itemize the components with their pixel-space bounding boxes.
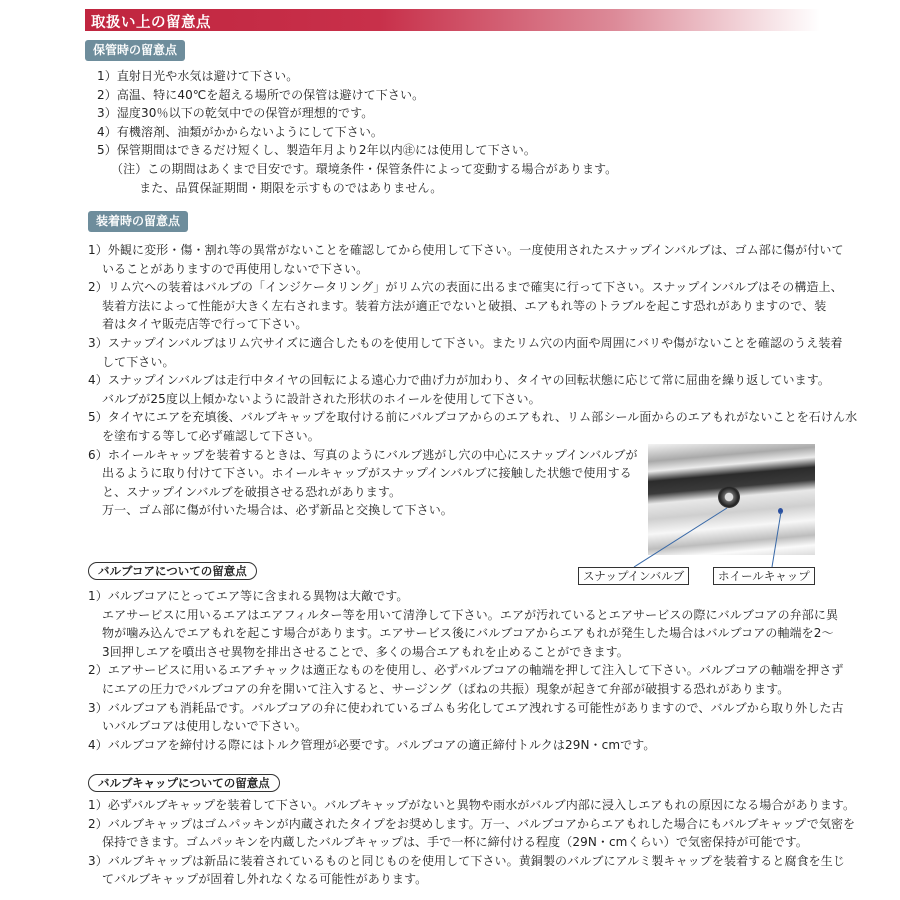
note-line-continuation: 3回押しエアを噴出させ異物を排出させることで、多くの場合エアもれを止めることができます。: [102, 644, 629, 659]
valve-core-notes: [88, 587, 844, 754]
note-item: 2）リム穴への装着はバルブの「インジケータリング」がリム穴の表面に出るまで確実に行って下さい。スナップインバルブはその構造上、: [88, 280, 843, 295]
valve-leader-line: [634, 508, 727, 567]
note-line-continuation: 万一、ゴム部に傷が付いた場合は、必ず新品と交換して下さい。: [102, 503, 453, 518]
note-line-continuation: 保持できます。ゴムパッキンを内蔵したバルブキャップは、手で一杯に締付ける程度（29N・cmくらい）で気密保持が可能です。: [102, 835, 809, 850]
storage-heading: 保管時の留意点: [85, 40, 185, 61]
note-item: 3）バルブキャップは新品に装着されているものと同じものを使用して下さい。黄銅製のバルブにアルミ製キャップを装着すると腐食を生じ: [88, 853, 845, 868]
wheel-cap-label: ホイールキャップ: [713, 567, 815, 585]
wheel-cap-leader-line: [772, 512, 781, 567]
note-item: 5）タイヤにエアを充填後、バルブキャップを取付ける前にバルブコアからのエアもれ、リム部シール面からのエアもれがないことを石けん水: [88, 410, 858, 425]
note-line-continuation: を塗布する等して必ず確認して下さい。: [102, 428, 320, 443]
note-line-continuation: にエアの圧力でバルブコアの弁を開いて注入すると、サージング（ばねの共振）現象が起きて弁部が破損する恐れがあります。: [102, 681, 790, 696]
note-line-continuation: （注）この期間はあくまで目安です。環境条件・保管条件によって変動する場合があります。: [111, 161, 618, 176]
note-item: 1）バルブコアにとってエア等に含まれる異物は大敵です。: [88, 589, 409, 603]
valve-cap-notes: [88, 796, 856, 889]
valve-core-heading: バルブコアについての留意点: [88, 562, 257, 580]
note-item: 4）有機溶剤、油類がかからないようにして下さい。: [97, 124, 384, 139]
note-item: 6）ホイールキャップを装着するときは、写真のようにバルブ逃がし穴の中心にスナップインバルブが: [88, 447, 638, 462]
note-item: 1）必ずバルブキャップを装着して下さい。バルブキャップがないと異物や雨水がバルブ内部に浸入しエアもれの原因になる場合があります。: [88, 798, 856, 812]
mounting-heading: 装着時の留意点: [88, 211, 188, 232]
note-item: 4）バルブコアを締付ける際にはトルク管理が必要です。バルブコアの適正締付トルクは29N・cmです。: [88, 737, 656, 752]
valve-cap-heading: バルブキャップについての留意点: [88, 774, 280, 792]
note-line-continuation: 物が噛み込んでエアもれを起こす場合があります。エアサービス後にバルブコアからエアもれが発生した場合はバルブコアの軸端を2～: [102, 626, 834, 641]
note-line-continuation: 装着方法によって性能が大きく左右されます。装着方法が適正でないと破損、エアもれ等のトラブルを起こす恐れがありますので、装: [102, 298, 827, 313]
note-line-continuation: いることがありますので再使用しないで下さい。: [102, 261, 369, 276]
note-line-continuation: てバルブキャップが固着し外れなくなる可能性があります。: [102, 872, 428, 887]
note-line-continuation: 出るように取り付けて下さい。ホイールキャップがスナップインバルブに接触した状態で使用する: [102, 466, 632, 481]
note-item: 1）直射日光や水気は避けて下さい。: [97, 69, 299, 83]
note-item: 2）エアサービスに用いるエアチャックは適正なものを使用し、必ずバルブコアの軸端を押して注入して下さい。バルブコアの軸端を押さず: [88, 663, 844, 678]
note-line-continuation: と、スナップインバルブを破損させる恐れがあります。: [102, 484, 402, 499]
note-line-continuation: バルブが25度以上傾かないように設計された形状のホイールを使用して下さい。: [102, 391, 541, 406]
note-line-continuation: エアサービスに用いるエアはエアフィルター等を用いて清浄して下さい。エアが汚れているとエアサービスの際にバルブコアの弁部に異: [102, 607, 839, 622]
note-item: 4）スナップインバルブは走行中タイヤの回転による遠心力で曲げ力が加わり、タイヤの回転状態に応じて常に屈曲を繰り返しています。: [88, 373, 830, 388]
note-item: 2）バルブキャップはゴムパッキンが内蔵されたタイプをお奨めします。万一、バルブコアからエアもれした場合にもバルブキャップで気密を: [88, 816, 856, 831]
note-line-continuation: いバルブコアは使用しないで下さい。: [102, 719, 308, 734]
note-item: 3）バルブコアも消耗品です。バルブコアの弁に使われているゴムも劣化してエア洩れする可能性がありますので、バルブから取り外した古: [88, 700, 844, 715]
snap-in-valve-label: スナップインバルブ: [578, 567, 689, 585]
note-item: 3）スナップインバルブはリム穴サイズに適合したものを使用して下さい。またリム穴の内面や周囲にバリや傷がないことを確認のうえ装着: [88, 335, 843, 350]
page-title: 取扱い上の留意点: [91, 15, 211, 31]
note-item: 5）保管期間はできるだけ短くし、製造年月より2年以内㊟には使用して下さい。: [97, 143, 536, 158]
note-line-continuation: また、品質保証期間・期限を示すものではありません。: [111, 180, 443, 195]
note-item: 3）湿度30％以下の乾気中での保管が理想的です。: [97, 106, 374, 121]
note-item: 2）高温、特に40℃を超える場所での保管は避けて下さい。: [97, 87, 425, 102]
note-line-continuation: して下さい。: [102, 354, 175, 369]
note-item: 1）外観に変形・傷・割れ等の異常がないことを確認してから使用して下さい。一度使用されたスナップインバルブは、ゴム部に傷が付いて: [88, 243, 844, 257]
note-line-continuation: 着はタイヤ販売店等で行って下さい。: [102, 317, 308, 332]
